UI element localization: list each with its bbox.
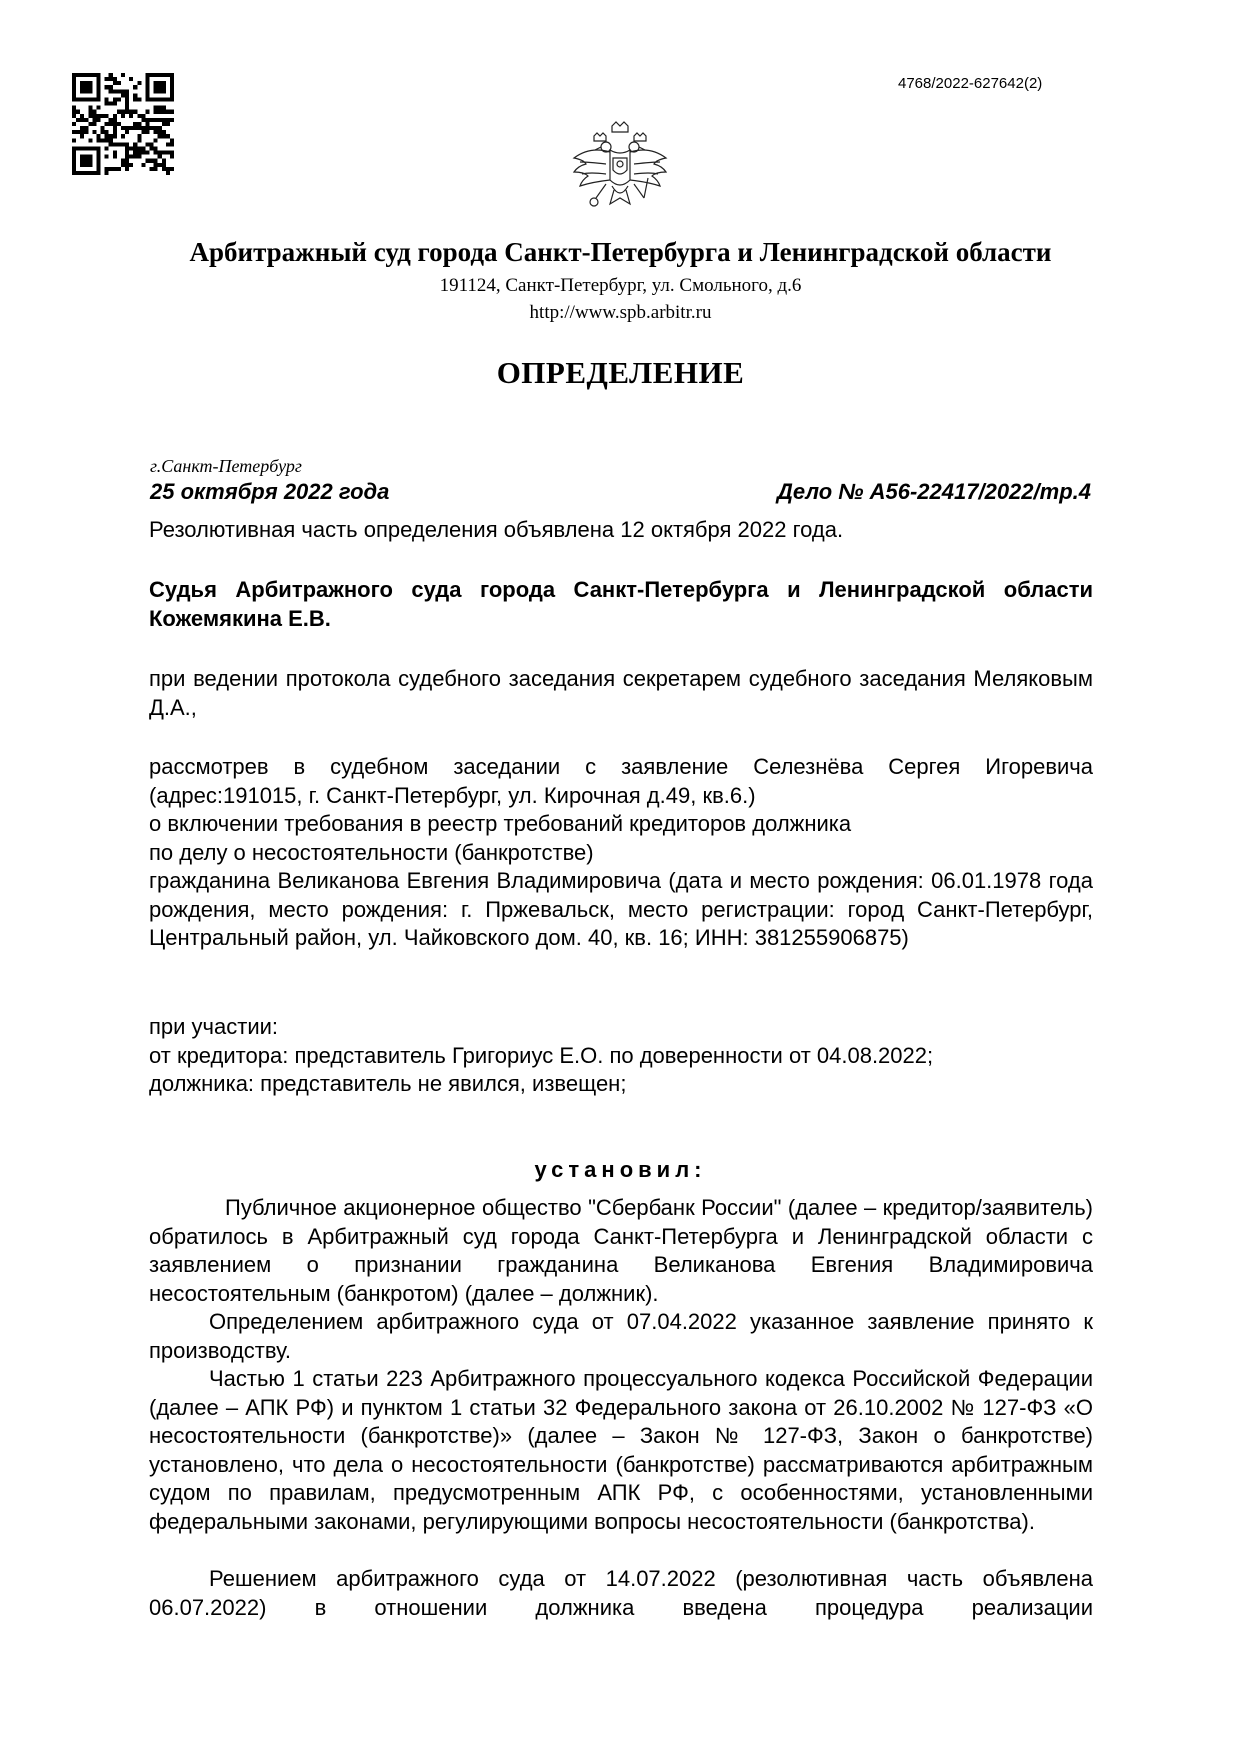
text-paragraph-2: Определением арбитражного суда от 07.04.2022 указанное заявление принято к производству. [149, 1309, 1093, 1363]
considered-line-4: по делу о несостоятельности (банкротстве) [149, 839, 594, 865]
court-name: Арбитражный суд города Санкт-Петербурга и Ленинградской области [189, 237, 1052, 267]
document-number: 4768/2022-627642(2) [898, 75, 1043, 92]
participation-creditor: от кредитора: представитель Григориус Е.О. по доверенности от 04.08.2022; [149, 1042, 934, 1068]
document-city: г.Санкт-Петербург [150, 456, 302, 476]
text-paragraph-1: Публичное акционерное общество "Сбербанк России" (далее – кредитор/заявитель) обратилось в Арбитражный суд города Санкт-Петербурга и Ленинградской области с заявлением о признании гражданина Великанова Евгения Владимировича несостоятельным (банкротом) (далее – должник). [149, 1195, 1093, 1306]
qr-code [72, 73, 174, 175]
participation-heading: при участии: [149, 1014, 279, 1039]
text-paragraph-3: Частью 1 статьи 223 Арбитражного процессуального кодекса Российской Федерации (далее – АПК РФ) и пунктом 1 статьи 32 Федерального закона от 26.10.2002 № 127-ФЗ «О несостоятельности (банкротстве)» (далее – Закон № 127-ФЗ, Закон о банкротстве) установлено, что дела о несостоятельности (банкротстве) рассматриваются арбитражным судом по правилам, предусмотренным АПК РФ, с особенностями, установленными федеральными законами, регулирующими вопросы несостоятельности (банкротства). [149, 1366, 1093, 1534]
considered-line-3: о включении требования в реестр требований кредиторов должника [149, 811, 852, 836]
court-address: 191124, Санкт-Петербург, ул. Смольного, д.6 [439, 275, 802, 296]
case-number: Дело № А56-22417/2022/тр.4 [776, 479, 1091, 504]
coat-of-arms-emblem [566, 120, 674, 224]
considered-line-1: рассмотрев в судебном заседании с заявление Селезнёва Сергея Игоревича [149, 754, 1093, 779]
announced-paragraph: Резолютивная часть определения объявлена 12 октября 2022 года. [149, 517, 844, 542]
court-website: http://www.spb.arbitr.ru [529, 302, 712, 323]
document-title: ОПРЕДЕЛЕНИЕ [496, 355, 745, 390]
secretary-paragraph: при ведении протокола судебного заседания секретарем судебного заседания Меляковым Д.А., [149, 666, 1093, 720]
considered-line-2: (адрес:191015, г. Санкт-Петербург, ул. Кирочная д.49, кв.6.) [149, 782, 756, 808]
judge-paragraph: Судья Арбитражного суда города Санкт-Петербурга и Ленинградской области Кожемякина Е.В. [149, 577, 1093, 631]
participation-debtor: должника: представитель не явился, извещен; [149, 1071, 627, 1096]
debtor-paragraph: гражданина Великанова Евгения Владимировича (дата и место рождения: 06.01.1978 года рождения, место рождения: г. Пржевальск, место регистрации: город Санкт-Петербург, Центральный район, ул. Чайковского дом. 40, кв. 16; ИНН: 381255906875) [149, 868, 1093, 950]
document-date: 25 октября 2022 года [150, 479, 390, 504]
established-heading: установил: [534, 1157, 707, 1182]
text-paragraph-4: Решением арбитражного суда от 14.07.2022 (резолютивная часть объявлена 06.07.2022) в отношении должника введена процедура реализации [149, 1566, 1093, 1620]
